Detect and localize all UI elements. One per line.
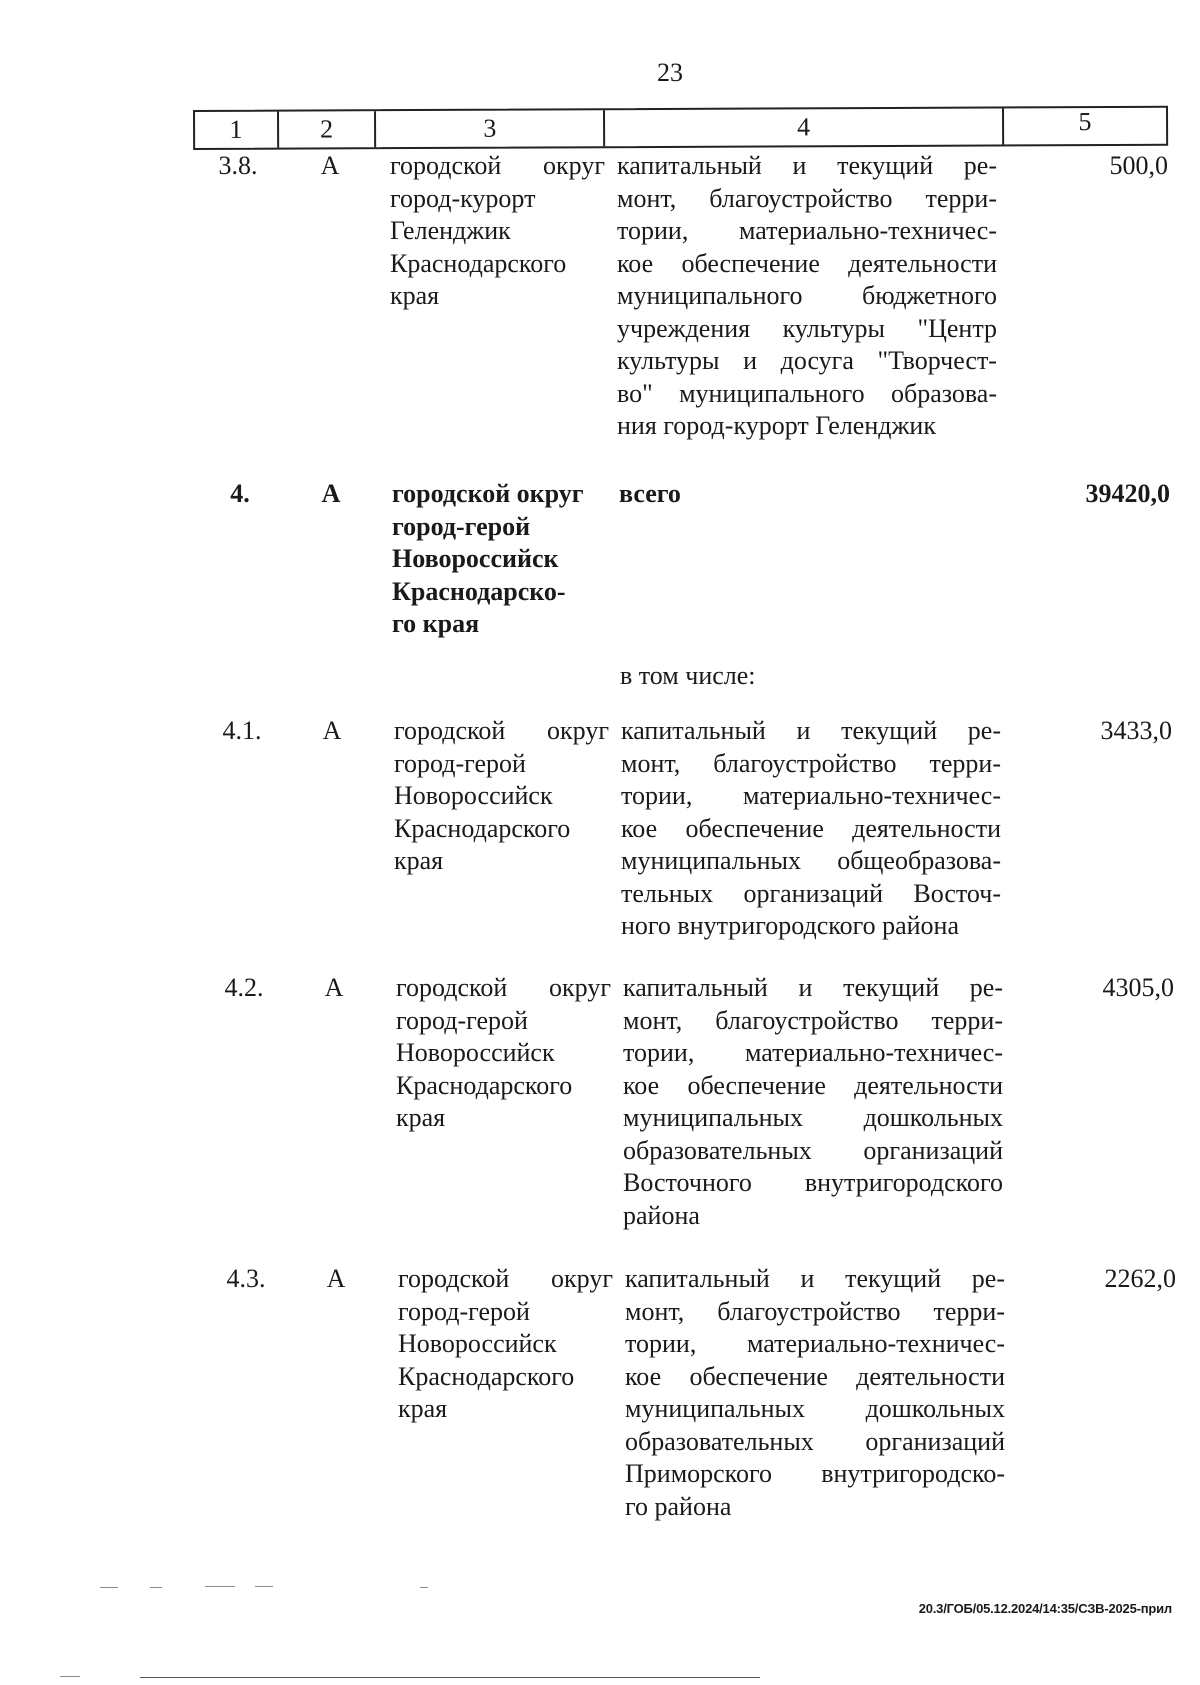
- municipality-line: городской округ: [394, 716, 609, 745]
- row-category: А: [322, 716, 342, 745]
- scan-mark: [205, 1586, 235, 1587]
- municipality-line: городской округ: [390, 151, 605, 180]
- description-line: образовательных организаций: [625, 1426, 1005, 1456]
- description-line: кое обеспечение деятельности: [617, 248, 997, 278]
- row-description: [621, 715, 1001, 943]
- municipality-line: город-герой: [396, 1005, 528, 1035]
- description-line: муниципальных дошкольных: [623, 1103, 1003, 1132]
- municipality-line: Новороссийск: [396, 1038, 555, 1067]
- municipality-line: городской округ: [398, 1264, 613, 1293]
- row-amount: 39420,0: [1085, 479, 1170, 508]
- row-number: 4.3.: [226, 1264, 266, 1293]
- municipality-line: город-герой: [392, 511, 531, 541]
- municipality-line: город-герой: [398, 1296, 530, 1326]
- description-line: муниципального бюджетного: [617, 281, 997, 310]
- row-municipality: [398, 1263, 613, 1426]
- municipality-line: городской округ: [392, 479, 584, 508]
- description-line: тории, материально-техничес-: [625, 1329, 1005, 1358]
- scan-mark: [100, 1587, 118, 1588]
- scan-mark: [420, 1587, 428, 1588]
- row-category: А: [326, 1264, 346, 1293]
- header-col-1: 1: [195, 112, 279, 148]
- row-category: А: [320, 151, 340, 180]
- row-municipality: [392, 478, 607, 641]
- description-line: монт, благоустройство терри-: [617, 183, 997, 213]
- municipality-line: Краснодарского: [394, 813, 571, 843]
- row-amount: 2262,0: [1104, 1264, 1176, 1293]
- row-description: [625, 1263, 1005, 1523]
- scan-mark: [150, 1587, 162, 1588]
- header-col-4: 4: [605, 108, 1004, 146]
- header-col-2: 2: [279, 111, 377, 147]
- row-description: [619, 478, 999, 511]
- description-line: монт, благоустройство терри-: [623, 1005, 1003, 1035]
- row-category: А: [324, 973, 344, 1002]
- municipality-line: края: [398, 1394, 448, 1423]
- row-amount: 500,0: [1109, 151, 1168, 180]
- header-col-5: 5: [1078, 107, 1092, 137]
- municipality-line: Краснодарского: [390, 248, 567, 278]
- row-description: [623, 972, 1003, 1232]
- scan-mark: [255, 1586, 273, 1587]
- description-line: кое обеспечение деятельности: [623, 1070, 1003, 1100]
- description-line: образовательных организаций: [623, 1135, 1003, 1165]
- description-line: муниципальных дошкольных: [625, 1394, 1005, 1423]
- description-line: капитальный и текущий ре-: [623, 973, 1003, 1002]
- scan-mark: [140, 1677, 760, 1678]
- header-col-3: 3: [376, 110, 605, 147]
- municipality-line: Краснодарского: [396, 1070, 573, 1100]
- description-line: ния город-курорт Геленджик: [617, 411, 936, 440]
- page-number: 23: [657, 58, 683, 87]
- row-municipality: [390, 150, 605, 313]
- description-line: капитальный и текущий ре-: [625, 1264, 1005, 1293]
- description-line: учреждения культуры "Центр: [617, 313, 997, 343]
- description-line: тельных организаций Восточ-: [621, 878, 1001, 908]
- table-header: [193, 106, 1168, 150]
- description-line: го района: [625, 1491, 732, 1521]
- description-line: ного внутригородского района: [621, 911, 959, 940]
- row-amount: 4305,0: [1102, 973, 1174, 1002]
- row-number: 4.1.: [222, 716, 262, 745]
- description-line: культуры и досуга "Творчест-: [617, 346, 997, 375]
- row-number: 3.8.: [218, 151, 258, 180]
- municipality-line: городской округ: [396, 973, 611, 1002]
- municipality-line: Краснодарского: [398, 1361, 575, 1391]
- municipality-line: город-герой: [394, 748, 526, 778]
- subheading: в том числе:: [620, 661, 756, 690]
- row-description: [617, 150, 997, 443]
- description-line: муниципальных общеобразова-: [621, 846, 1001, 875]
- municipality-line: Новороссийск: [392, 544, 559, 573]
- municipality-line: Новороссийск: [394, 781, 553, 810]
- municipality-line: Геленджик: [390, 216, 511, 245]
- municipality-line: город-курорт: [390, 183, 536, 213]
- row-number: 4.: [230, 479, 250, 508]
- description-line: тории, материально-техничес-: [621, 781, 1001, 810]
- description-line: тории, материально-техничес-: [617, 216, 997, 245]
- description-line: Приморского внутригородско-: [625, 1459, 1005, 1488]
- description-line: Восточного внутригородского: [623, 1168, 1003, 1197]
- municipality-line: Краснодарско-: [392, 576, 566, 606]
- description-line: района: [623, 1200, 700, 1230]
- row-municipality: [396, 972, 611, 1135]
- description-line: монт, благоустройство терри-: [621, 748, 1001, 778]
- municipality-line: го края: [392, 609, 480, 638]
- description-line: кое обеспечение деятельности: [621, 813, 1001, 843]
- description-line: тории, материально-техничес-: [623, 1038, 1003, 1067]
- scan-mark: [60, 1676, 80, 1677]
- description-line: капитальный и текущий ре-: [621, 716, 1001, 745]
- description-line: во" муниципального образова-: [617, 378, 997, 408]
- description-line: капитальный и текущий ре-: [617, 151, 997, 180]
- row-amount: 3433,0: [1100, 716, 1172, 745]
- municipality-line: Новороссийск: [398, 1329, 557, 1358]
- row-category: А: [321, 479, 341, 508]
- document-code: 20.3/ГОБ/05.12.2024/14:35/СЗВ-2025-прил: [918, 1601, 1172, 1616]
- row-municipality: [394, 715, 609, 878]
- municipality-line: края: [396, 1103, 446, 1132]
- description-line: монт, благоустройство терри-: [625, 1296, 1005, 1326]
- municipality-line: края: [390, 281, 440, 310]
- municipality-line: края: [394, 846, 444, 875]
- row-number: 4.2.: [224, 973, 264, 1002]
- description-line: кое обеспечение деятельности: [625, 1361, 1005, 1391]
- description-line: всего: [619, 479, 681, 508]
